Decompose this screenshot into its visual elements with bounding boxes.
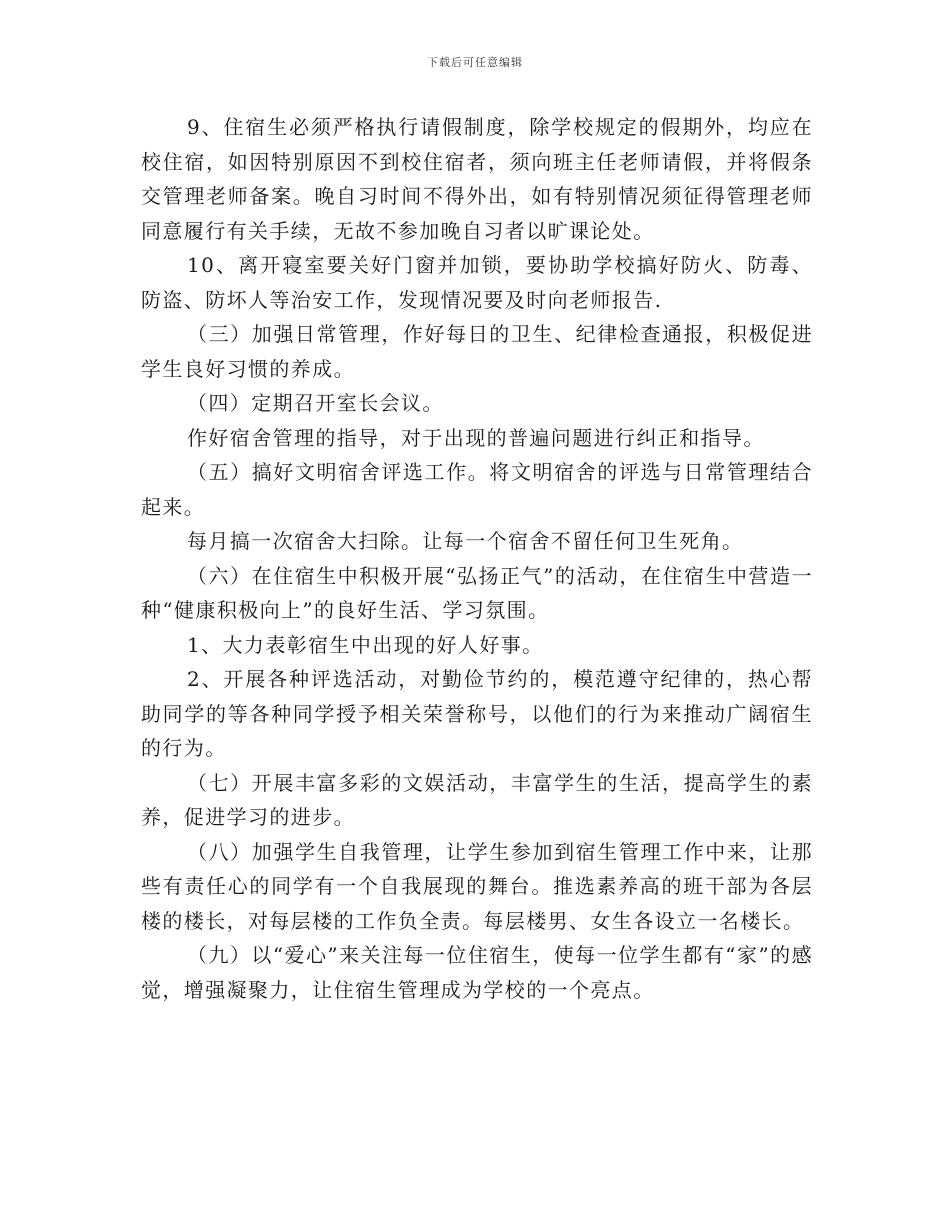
paragraph-section-3: （三）加强日常管理，作好每日的卫生、纪律检查通报，积极促进学生良好习惯的养成。	[141, 322, 813, 381]
paragraph-section-4-detail: 作好宿舍管理的指导，对于出现的普遍问题进行纠正和指导。	[187, 425, 765, 450]
paragraph-section-7: （七）开展丰富多彩的文娱活动，丰富学生的生活，提高学生的素养，促进学习的进步。	[141, 770, 813, 829]
paragraph-section-8: （八）加强学生自我管理，让学生参加到宿生管理工作中来，让那些有责任心的同学有一个自我展现的舞台。推选素养高的班干部为各层楼的楼长，对每层楼的工作负全责。每层楼男、女生各设立一名楼长。	[141, 839, 813, 933]
page-header: 下载后可任意编辑	[427, 56, 523, 69]
paragraph-rule-9: 9、住宿生必须严格执行请假制度，除学校规定的假期外，均应在校住宿，如因特别原因不到校住宿者，须向班主任老师请假，并将假条交管理老师备案。晚自习时间不得外出，如有特别情况须征得管理老师同意履行有关手续，无故不参加晚自习者以旷课论处。	[141, 115, 813, 243]
paragraph-section-9: （九）以“爱心”来关注每一位住宿生，使每一位学生都有“家”的感觉，增强凝聚力，让住宿生管理成为学校的一个亮点。	[141, 943, 813, 1002]
paragraph-section-5-detail: 每月搞一次宿舍大扫除。让每一个宿舍不留任何卫生死角。	[187, 529, 744, 553]
paragraph-section-6: （六）在住宿生中积极开展“弘扬正气”的活动，在住宿生中营造一种“健康积极向上”的良好生活、学习氛围。	[141, 563, 813, 622]
document-body	[141, 110, 813, 1007]
paragraph-section-4: （四）定期召开室长会议。	[187, 391, 444, 415]
paragraph-section-6-item-2: 2、开展各种评选活动，对勤俭节约的，模范遵守纪律的，热心帮助同学的等各种同学授予相关荣誉称号，以他们的行为来推动广阔宿生的行为。	[141, 667, 813, 760]
paragraph-section-5: （五）搞好文明宿舍评选工作。将文明宿舍的评选与日常管理结合起来。	[141, 460, 813, 519]
paragraph-rule-10: 10、离开寝室要关好门窗并加锁，要协助学校搞好防火、防毒、防盗、防坏人等治安工作，发现情况要及时向老师报告.	[141, 253, 813, 312]
paragraph-section-6-item-1: 1、大力表彰宿生中出现的好人好事。	[187, 632, 544, 657]
